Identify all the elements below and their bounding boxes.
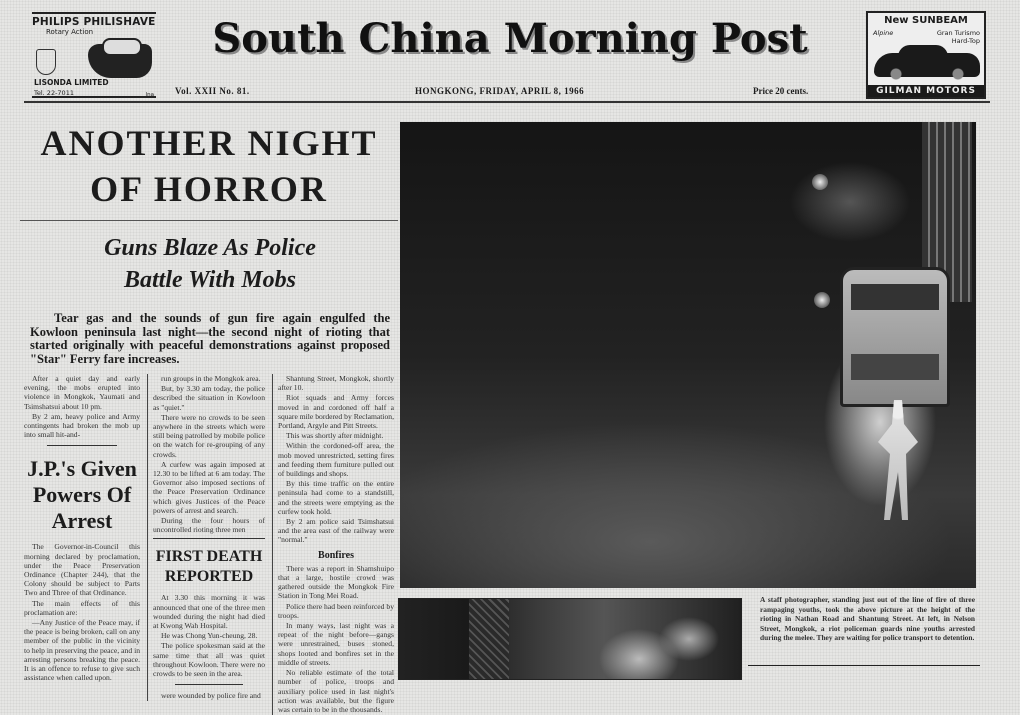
masthead-rule bbox=[24, 101, 990, 103]
paragraph: At 3.30 this morning it was announced that one of the three men wounded during the night had died at Kwong Wah Hospital. bbox=[153, 593, 265, 631]
philips-logo-icon bbox=[36, 49, 56, 75]
lead-paragraph: Tear gas and the sounds of gun fire again engulfed the Kowloon peninsula last night—the second night of rioting that started originally with peaceful demonstrations against proposed "Star" Ferry fare increases. bbox=[30, 311, 390, 366]
paragraph: Riot squads and Army forces moved in and cordoned off half a square mile bordered by Reclamation, Portland, Argyle and Pitt Streets. bbox=[278, 393, 394, 431]
column-2 bbox=[147, 374, 265, 701]
subheadline bbox=[30, 232, 390, 296]
paragraph: The Governor-in-Council this morning declared by proclamation, under the Peace Preservation Ordinance (Chapter 244), that the Colony should be subject to Parts Two and Three of that Ordinance. bbox=[24, 542, 140, 598]
main-headline bbox=[20, 120, 398, 212]
dateline: HONGKONG, FRIDAY, APRIL 8, 1966 bbox=[415, 86, 585, 96]
ad-distributor: LISONDA LIMITED bbox=[34, 78, 109, 87]
headline-rule bbox=[20, 220, 398, 221]
paragraph: Police there had been reinforced by troops. bbox=[278, 601, 394, 620]
column-3 bbox=[272, 374, 394, 715]
street-light bbox=[812, 174, 828, 190]
headline-line-2: OF HORROR bbox=[90, 169, 328, 209]
riot-night-photo bbox=[400, 122, 976, 588]
car-illustration-icon bbox=[874, 53, 980, 77]
paragraph: There were no crowds to be seen anywhere in the streets which were still being patrolled by mobile police on the watch for re-grouping of any crowds. bbox=[153, 412, 265, 459]
first-death-headline: FIRST DEATH REPORTED bbox=[153, 538, 265, 587]
section-rule bbox=[47, 445, 117, 446]
paragraph: Within the cordoned-off area, the mob moved unrestricted, setting fires and feeding them furniture pulled out of buildings and shops. bbox=[278, 441, 394, 479]
ad-model: Alpine bbox=[873, 29, 894, 37]
rioter-figure bbox=[878, 400, 918, 520]
paragraph: In many ways, last night was a repeat of the night before—gangs were unrestrained, buses stoned, shops looted and bonfires set in the middle of streets. bbox=[278, 621, 394, 667]
ad-headline: New SUNBEAM bbox=[884, 15, 968, 26]
paragraph: But, by 3.30 am today, the police described the situation in Kowloon as "quiet." bbox=[153, 384, 265, 412]
paragraph: By 2 am, heavy police and Army contingents had broken the mob up into small hit-and- bbox=[24, 411, 140, 440]
paragraph: The main effects of this proclamation are: bbox=[24, 598, 140, 617]
street-light bbox=[814, 292, 830, 308]
bonfires-subheading: Bonfires bbox=[318, 549, 354, 561]
paragraph: The police spokesman said at the same time that all was quiet throughout Kowloon. There were no crowds to be seen in the area. bbox=[153, 641, 265, 679]
double-decker-bus-shape bbox=[840, 267, 950, 407]
paragraph: —Any Justice of the Peace may, if the peace is being broken, call on any member of the public in the vicinity to help in preserving the peace, and in arresting persons breaking the peace. It is an offence to refuse to give such assistance when called upon. bbox=[24, 618, 140, 683]
paragraph: A curfew was again imposed at 12.30 to be lifted at 6 am today. The Governor also imposed sections of the Peace Preservation Ordinance which gives Justices of the Peace powers of arrest and search. bbox=[153, 459, 265, 515]
caption-rule bbox=[748, 665, 980, 666]
paragraph: Shantung Street, Mongkok, shortly after 10. bbox=[278, 374, 394, 393]
ad-code: lna bbox=[145, 92, 154, 98]
paragraph: He was Chong Yun-cheung, 28. bbox=[161, 631, 258, 641]
arrested-youths-photo bbox=[398, 598, 742, 680]
column-1 bbox=[24, 374, 140, 683]
paragraph: run groups in the Mongkok area. bbox=[161, 374, 261, 383]
paragraph: By this time traffic on the entire peninsula had come to a standstill, and the streets were emptying as the curfew took hold. bbox=[278, 479, 394, 516]
price: Price 20 cents. bbox=[753, 86, 809, 96]
paragraph: After a quiet day and early evening, the mobs erupted into violence in Mongkok, Yaumati and Tsimshatsui about 10 pm. bbox=[24, 374, 140, 411]
masthead-title: South China Morning Post bbox=[212, 15, 808, 62]
paragraph: There was a report in Shamshuipo that a large, hostile crowd was gathered outside the Mongkok Fire Station in Tong Mei Road. bbox=[278, 563, 394, 601]
subhead-line-2: Battle With Mobs bbox=[123, 267, 297, 293]
photo-caption: A staff photographer, standing just out of the line of fire of three rampaging youths, took the above picture at the height of the rioting in Nathan Road and Shantung Street. At left, in Nelson Street, Mongkok, a riot policeman guards nine youths arrested during the melee. They are waiting for police transport to detention. bbox=[760, 595, 975, 643]
section-rule bbox=[175, 684, 242, 685]
volume-number: Vol. XXII No. 81. bbox=[175, 86, 250, 96]
paragraph: By 2 am police said Tsimshatsui and the area east of the railway were "normal." bbox=[278, 517, 394, 545]
subhead-line-1: Guns Blaze As Police bbox=[104, 235, 316, 261]
jp-headline: J.P.'s Given Powers Of Arrest bbox=[27, 456, 137, 534]
ad-subtitle: Rotary Action bbox=[46, 28, 94, 36]
ad-brand: PHILIPS PHILISHAVE bbox=[32, 16, 156, 28]
paragraph: No reliable estimate of the total number of police, troops and auxiliary police used in last night's action was available, but the figure was certain to be in the thousands. bbox=[278, 668, 394, 714]
paragraph: This was shortly after midnight. bbox=[286, 431, 384, 441]
paragraph: were wounded by police fire and bbox=[161, 691, 261, 701]
paragraph: During the four hours of uncontrolled rioting three men bbox=[153, 516, 265, 535]
sunbeam-advertisement bbox=[866, 11, 986, 99]
philishave-advertisement bbox=[32, 12, 156, 98]
ad-dealer: GILMAN MOTORS bbox=[868, 85, 984, 97]
ad-phone: Tel. 22-7011 bbox=[34, 89, 74, 97]
ad-type: Gran Turismo Hard-Top bbox=[936, 29, 980, 45]
shaver-illustration-icon bbox=[88, 44, 152, 78]
headline-line-1: ANOTHER NIGHT bbox=[40, 123, 378, 163]
